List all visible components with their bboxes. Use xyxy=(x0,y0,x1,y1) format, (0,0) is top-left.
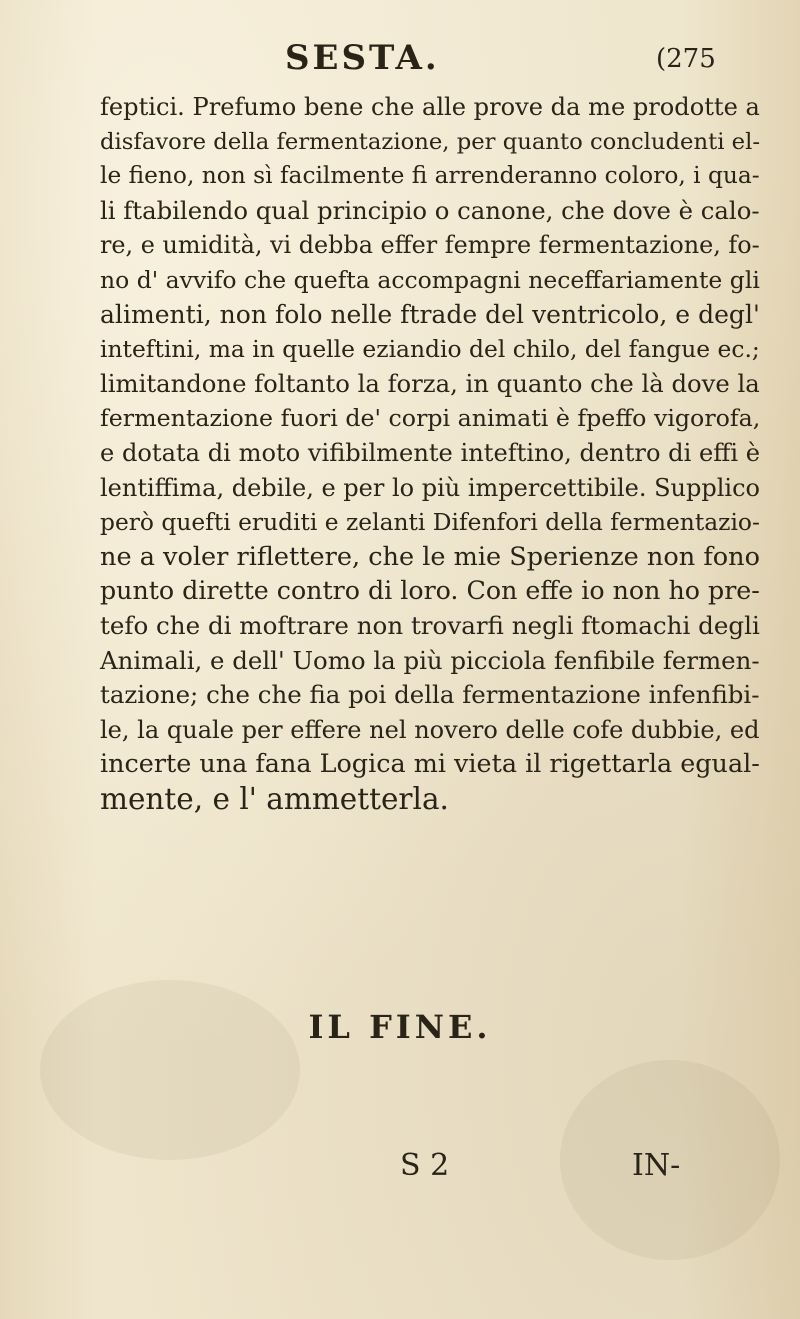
text-line: lentiffima, debile, e per lo più impercettibile. Supplico xyxy=(100,473,760,502)
text-line: alimenti, non folo nelle ftrade del ventricolo, e degl' xyxy=(100,299,760,329)
text-line: fermentazione fuori de' corpi animati è fpeffo vigorofa, xyxy=(100,404,761,433)
signature-mark: S 2 xyxy=(400,1148,450,1183)
text-line: però quefti eruditi e zelanti Difenfori della fermentazio- xyxy=(100,508,760,537)
text-line: limitandone foltanto la forza, in quanto che là dove la xyxy=(100,368,760,398)
text-line: Animali, e dell' Uomo la più picciola fenfibile fermen- xyxy=(100,645,760,675)
text-line: feptici. Prefumo bene che alle prove da me prodotte a xyxy=(100,93,760,121)
text-line: disfavore della fermentazione, per quanto concludenti el- xyxy=(100,128,761,155)
paper-stain xyxy=(40,980,300,1160)
catchword: IN- xyxy=(632,1148,681,1183)
text-line: ne a voler riflettere, che le mie Sperienze non fono xyxy=(100,541,760,572)
page-number: (275 xyxy=(656,44,716,74)
text-line: punto dirette contro di loro. Con effe io non ho pre- xyxy=(100,576,760,606)
body-text xyxy=(100,90,760,816)
text-line: re, e umidità, vi debba effer fempre fermentazione, fo- xyxy=(100,231,760,260)
text-line: no d' avvifo che quefta accompagni neceffariamente gli xyxy=(100,265,760,294)
text-line: tazione; che che fia poi della fermentazione infenfibi- xyxy=(100,680,760,710)
text-line: e dotata di moto vifibilmente inteftino, dentro di effi è xyxy=(100,438,761,467)
text-line: le, la quale per effere nel novero delle cofe dubbie, ed xyxy=(100,715,760,744)
text-line: tefo che di moftrare non trovarfi negli ftomachi degli xyxy=(100,610,760,640)
running-head: SESTA. xyxy=(285,38,440,78)
text-line: incerte una fana Logica mi vieta il rigettarla egual- xyxy=(100,749,760,780)
page-header xyxy=(0,38,800,78)
text-line: mente, e l' ammetterla. xyxy=(100,781,449,816)
text-line: le fieno, non sì facilmente fi arrenderanno coloro, i qua- xyxy=(100,162,760,190)
text-line: li ftabilendo qual principio o canone, che dove è calo- xyxy=(100,195,760,225)
text-line: inteftini, ma in quelle eziandio del chilo, del fangue ec.; xyxy=(100,335,760,364)
the-end-heading: IL FINE. xyxy=(308,1008,492,1046)
